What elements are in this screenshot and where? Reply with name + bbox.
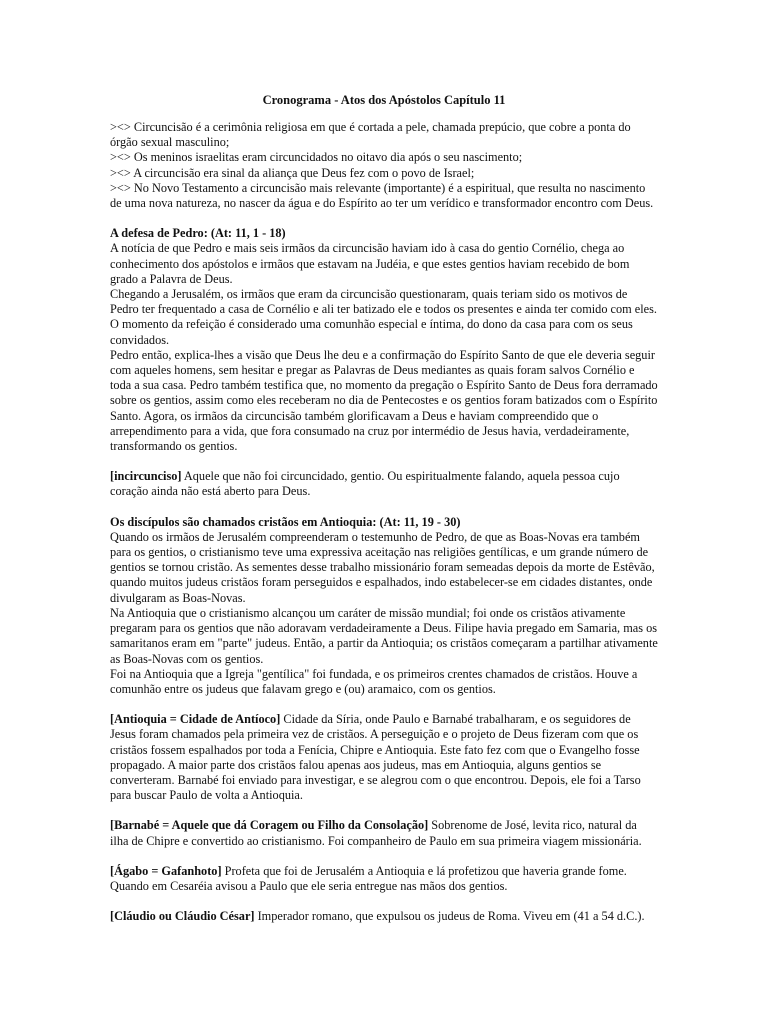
intro-line: ><> A circuncisão era sinal da aliança que Deus fez com o povo de Israel; [110,165,475,180]
section-paragraph: A notícia de que Pedro e mais seis irmãos da circuncisão haviam ido à casa do gentio Cornélio, chega ao conhecimento dos apóstolos e irmãos que estavam na Judéia, e que estes gentios haviam recebido de bom grado a Palavra de Deus. [110,241,630,286]
spacer [110,894,658,909]
section-heading: A defesa de Pedro: (At: 11, 1 - 18) [110,226,286,241]
glossary-definition: Sobrenome de José, levita rico, natural da ilha de Chipre e convertido ao cristianismo. Foi companheiro de Paulo em sua primeira viagem missionária. [110,818,642,848]
section-paragraph: Quando os irmãos de Jerusalém compreenderam o testemunho de Pedro, de que as Boas-Novas era também para os gentios, o cristianismo teve uma expressiva aceitação nas religiões gentílicas, e um grande número de gentios se tornou cristão. As sementes desse trabalho missionário foram semeadas depois da morte de Estêvão, quando muitos judeus cristãos foram perseguidos e espalhados, indo estabelecer-se em cidades distantes, onde divulgaram as Boas-Novas. [110,529,655,605]
spacer [110,211,658,226]
glossary-entry-antioquia [110,712,658,803]
section-defesa-de-pedro [110,226,658,454]
spacer [110,697,658,712]
glossary-definition: Cidade da Síria, onde Paulo e Barnabé trabalharam, e os seguidores de Jesus foram chamados pela primeira vez de cristãos. A perseguição e o projeto de Deus fizeram com que os cristãos fossem espalhados por toda a Fenícia, Chipre e Antioquia. Este fato fez com que o Evangelho fosse propagado. A maior parte dos cristãos falou apenas aos judeus, mas em Antioquia, alguns gentios se converteram. Barnabé foi enviado para investigar, e se alegrou com o que encontrou. Depois, ele foi a Tarso para buscar Paulo de volta a Antioquia. [110,712,641,803]
section-heading: Os discípulos são chamados cristãos em Antioquia: (At: 11, 19 - 30) [110,514,461,529]
section-paragraph: Pedro então, explica-lhes a visão que Deus lhe deu e a confirmação do Espírito Santo de que ele deveria seguir com aqueles homens, sem hesitar e pregar as Palavras de Deus mediantes as quais foram salvos Cornélio e toda a sua casa. Pedro também testifica que, no momento da pregação o Espírito Santo de Deus fora derramado sobre os gentios, assim como eles receberam no dia de Pentecostes e os gentios foram batizados com o Espírito Santo. Agora, os irmãos da circuncisão também glorificavam a Deus e haviam compreendido que o arrependimento para a vida, que fora consumado na cruz por intermédio de Jesus havia, verdadeiramente, transformando os gentios. [110,347,658,454]
intro-line: ><> Os meninos israelitas eram circuncidados no oitavo dia após o seu nascimento; [110,150,523,165]
glossary-entry-barnabe [110,818,658,848]
spacer [110,849,658,864]
section-paragraph: Na Antioquia que o cristianismo alcançou um caráter de missão mundial; foi onde os cristãos ativamente pregaram para os gentios que não adoravam verdadeiramente a Deus. Filipe havia pregado em Samaria, mas os samaritanos eram em "parte" judeus. Então, a partir da Antioquia; os cristãos começaram a partilhar ativamente as Boas-Novas com os gentios. [110,605,658,666]
glossary-definition: Aquele que não foi circuncidado, gentio. Ou espiritualmente falando, aquela pessoa cujo coração ainda não está aberto para Deus. [110,469,620,499]
glossary-definition: Profeta que foi de Jerusalém a Antioquia e lá profetizou que haveria grande fome. Quando em Cesaréia avisou a Paulo que ele seria entregue nas mãos dos gentios. [110,863,627,893]
spacer [110,500,658,515]
glossary-term: [Cláudio ou Cláudio César] [110,909,255,924]
glossary-term: [Ágabo = Gafanhoto] [110,863,222,878]
glossary-term: [Barnabé = Aquele que dá Coragem ou Filho da Consolação] [110,818,429,833]
intro-block [110,120,658,211]
glossary-definition: Imperador romano, que expulsou os judeus de Roma. Viveu em (41 a 54 d.C.). [254,909,645,924]
glossary-entry-claudio [110,909,658,924]
glossary-entry-incircunciso [110,469,658,499]
spacer [110,803,658,818]
intro-line: ><> Circuncisão é a cerimônia religiosa em que é cortada a pele, chamada prepúcio, que cobre a ponta do órgão sexual masculino; [110,120,631,150]
glossary-term: [incircunciso] [110,469,182,484]
glossary-entry-agabo [110,864,658,894]
glossary-term: [Antioquia = Cidade de Antíoco] [110,712,281,727]
section-paragraph: Chegando a Jerusalém, os irmãos que eram da circuncisão questionaram, quais teriam sido os motivos de Pedro ter frequentado a casa de Cornélio e ali ter batizado ele e todos os presentes e ainda ter comido com eles. O momento da refeição é considerado uma comunhão especial e íntima, do dono da casa para com os seus convidados. [110,287,657,347]
section-discipulos-cristaos [110,515,658,697]
intro-line: ><> No Novo Testamento a circuncisão mais relevante (importante) é a espiritual, que resulta no nascimento de uma nova natureza, no nascer da água e do Espírito ao ter um verídico e transformador encontro com Deus. [110,180,654,211]
document-title: Cronograma - Atos dos Apóstolos Capítulo 11 [262,93,506,107]
section-paragraph: Foi na Antioquia que a Igreja "gentílica" foi fundada, e os primeiros crentes chamados de cristãos. Houve a comunhão entre os judeus que falavam grego e (ou) aramaico, com os gentios. [110,666,638,696]
spacer [110,454,658,469]
